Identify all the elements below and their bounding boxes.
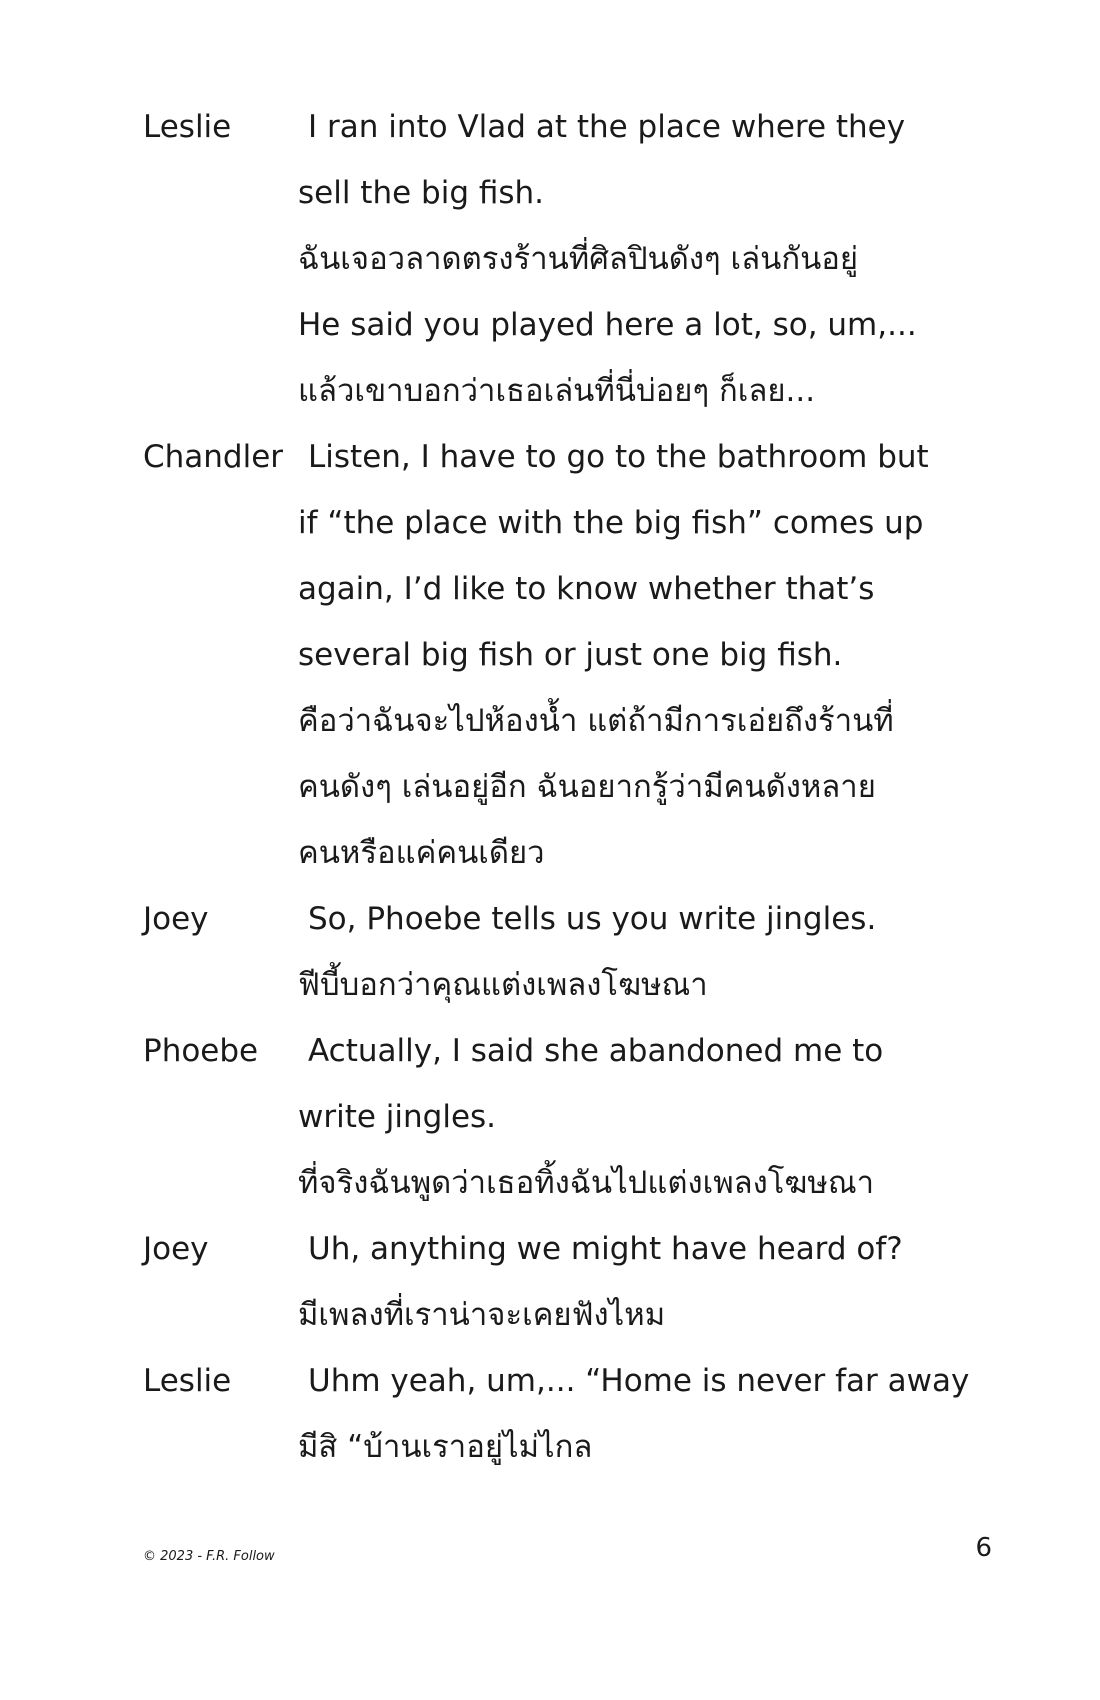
dialogue-line: again, I’d like to know whether that’s [298,571,875,607]
dialogue-lines [298,1216,1023,1348]
dialogue-entry [143,424,1023,886]
dialogue-line-thai: แล้วเขาบอกว่าเธอเล่นที่นี่บ่อยๆ ก็เลย... [298,373,816,409]
dialogue-line-thai: ฟีบี้บอกว่าคุณแต่งเพลงโฆษณา [298,967,708,1003]
dialogue-line: Uh, anything we might have heard of? [308,1231,903,1267]
speaker-name: Phoebe [143,1033,259,1069]
dialogue-entry [143,94,1023,424]
dialogue-line-thai: คนดังๆ เล่นอยู่อีก ฉันอยากรู้ว่ามีคนดังหลาย [298,769,876,805]
page-number: 6 [975,1533,992,1563]
dialogue-line-thai: ฉันเจอวลาดตรงร้านที่ศิลปินดังๆ เล่นกันอยู่ [298,241,859,277]
dialogue-line: He said you played here a lot, so, um,... [298,307,917,343]
dialogue-line: So, Phoebe tells us you write jingles. [308,901,877,937]
dialogue-lines [298,424,1023,886]
dialogue-lines [298,94,1023,424]
speaker-name: Chandler [143,439,284,475]
speaker-name: Joey [143,901,209,937]
dialogue-lines [298,1018,1023,1216]
dialogue-line-thai: คนหรือแค่คนเดียว [298,835,545,871]
speaker-name: Joey [143,1231,209,1267]
dialogue-line-thai: มีสิ “บ้านเราอยู่ไม่ไกล [298,1429,593,1465]
dialogue-lines [298,886,1023,1018]
dialogue-entry [143,1348,1023,1480]
dialogue-entry [143,1018,1023,1216]
dialogue-line: sell the big fish. [298,175,545,211]
dialogue-line-thai: ที่จริงฉันพูดว่าเธอทิ้งฉันไปแต่งเพลงโฆษณา [298,1165,875,1201]
copyright-notice: © 2023 - F.R. Follow [143,1549,275,1564]
dialogue-line: I ran into Vlad at the place where they [308,109,906,145]
speaker-name: Leslie [143,1363,232,1399]
dialogue-line: write jingles. [298,1099,497,1135]
dialogue-entry [143,886,1023,1018]
dialogue-line: Uhm yeah, um,... “Home is never far away [308,1363,970,1399]
dialogue-line-thai: คือว่าฉันจะไปห้องน้ำ แต่ถ้ามีการเอ่ยถึงร้านที่ [298,703,894,739]
speaker-name: Leslie [143,109,232,145]
dialogue-line: if “the place with the big fish” comes up [298,505,924,541]
script-body [143,94,1023,1480]
dialogue-line: several big fish or just one big fish. [298,637,843,673]
dialogue-line: Listen, I have to go to the bathroom but [308,439,929,475]
dialogue-entry [143,1216,1023,1348]
dialogue-lines [298,1348,1023,1480]
dialogue-line-thai: มีเพลงที่เราน่าจะเคยฟังไหม [298,1297,666,1333]
dialogue-line: Actually, I said she abandoned me to [308,1033,884,1069]
